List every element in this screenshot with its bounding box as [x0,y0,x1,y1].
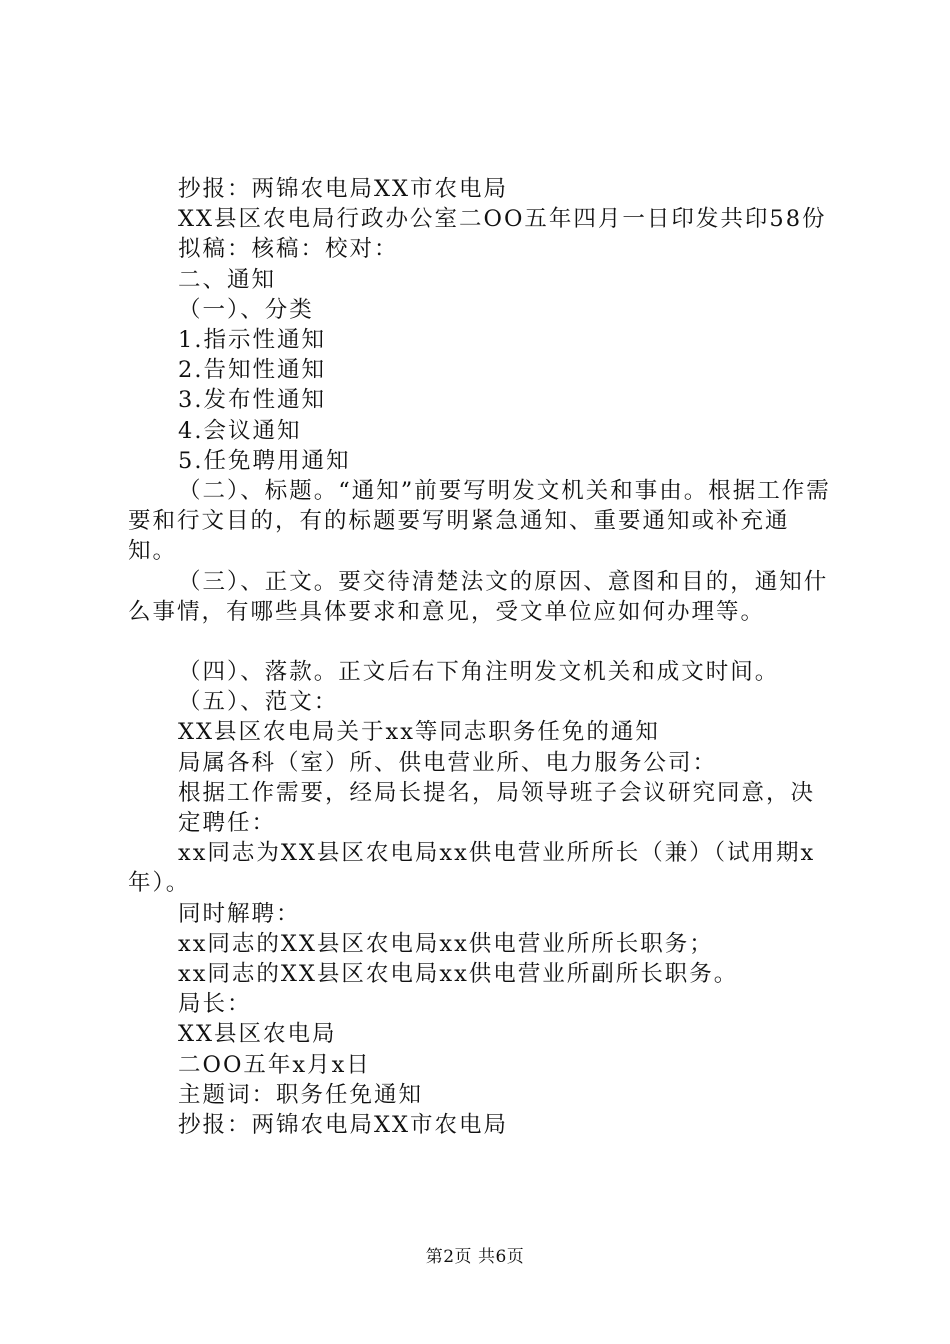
title-paragraph: （二）、标题。“通知”前要写明发文机关和事由。根据工作需要和行文目的，有的标题要写明紧急通知、重要通知或补充通知。 [128,478,831,565]
issue-date: 二OO五年x月x日 [178,1051,371,1078]
recipients-line: 局属各科（室）所、供电营业所、电力服务公司： [178,749,718,776]
blank-line [128,627,834,657]
example-heading: （五）、范文： [178,689,339,716]
document-body [128,174,834,1140]
cc-line: 抄报：两锦农电局XX市农电局 [178,176,509,202]
cc-line: 抄报：两锦农电局XX市农电局 [178,1112,509,1139]
decision-paragraph: 根据工作需要，经局长提名，局领导班子会议研究同意，决定聘任： [178,779,816,837]
issuing-organization: XX县区农电局 [178,1021,337,1048]
list-item: 3.发布性通知 [178,387,326,414]
issuer-line: XX县区农电局行政办公室二OO五年四月一日印发共印58份 [178,206,827,233]
list-item: 5.任免聘用通知 [178,447,351,474]
page-footer: 第2页 共6页 [425,1247,525,1267]
subject-keywords: 主题词：职务任免通知 [178,1081,424,1108]
signatory-title: 局长： [178,991,252,1018]
dismissal-item: xx同志的XX县区农电局xx供电营业所所长职务； [178,930,714,957]
body-paragraph: （三）、正文。要交待清楚法文的原因、意图和目的，通知什么事情，有哪些具体要求和意见，受文单位应如何办理等。 [128,568,829,625]
appointment-paragraph: xx同志为XX县区农电局xx供电营业所所长（兼）（试用期x年）。 [128,840,816,897]
dismissal-heading: 同时解聘： [178,900,301,927]
list-item: 4.会议通知 [178,417,302,444]
subsection-heading: （一）、分类 [178,296,314,323]
section-heading: 二、通知 [178,266,277,293]
list-item: 1.指示性通知 [178,327,326,354]
drafting-line: 拟稿：核稿：校对： [178,236,399,263]
list-item: 2.告知性通知 [178,357,326,384]
signature-paragraph: （四）、落款。正文后右下角注明发文机关和成文时间。 [178,659,780,686]
dismissal-item: xx同志的XX县区农电局xx供电营业所副所长职务。 [178,961,739,988]
example-title: XX县区农电局关于xx等同志职务任免的通知 [178,719,660,746]
